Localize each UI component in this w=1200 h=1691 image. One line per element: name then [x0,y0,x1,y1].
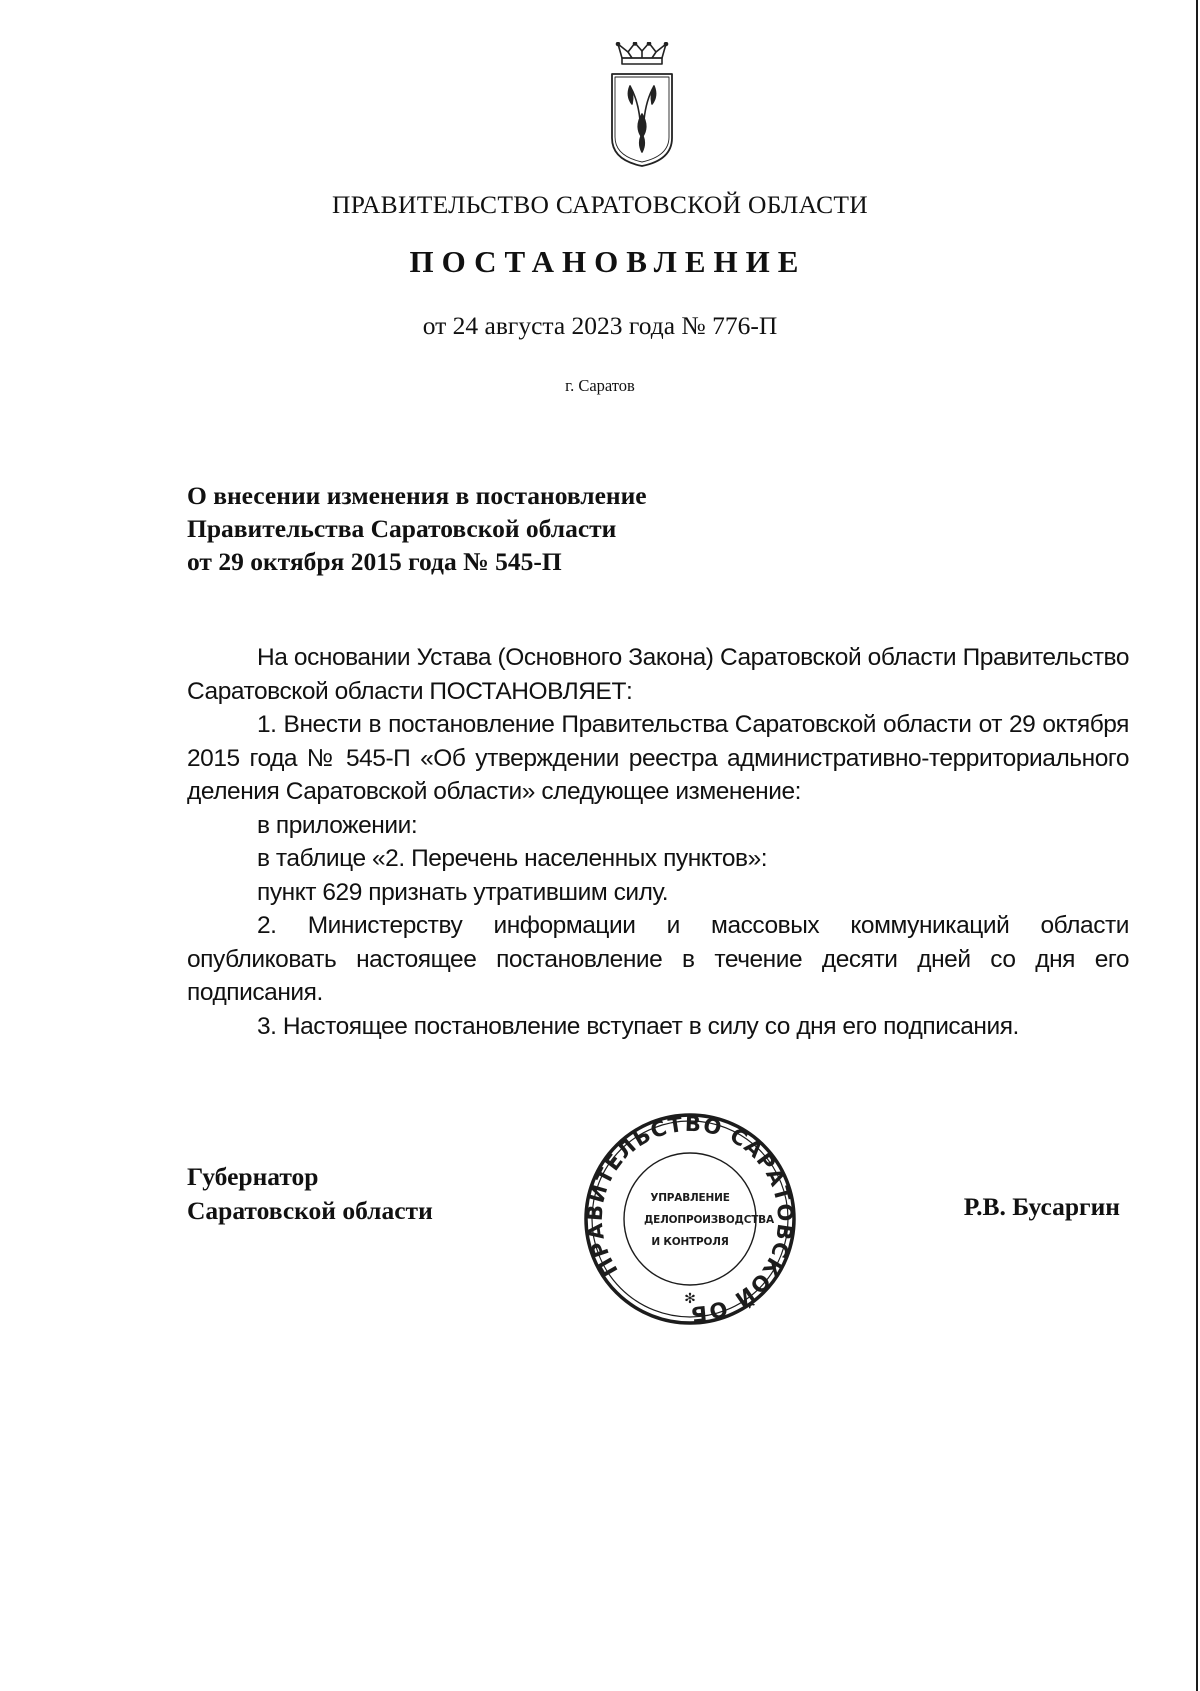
official-seal [582,1111,798,1327]
document-body [187,641,1129,1043]
seal-inner-text [644,1187,774,1253]
preamble-paragraph: На основании Устава (Основного Закона) Саратовской области Правительство Саратовской области ПОСТАНОВЛЯЕТ: [187,644,1129,705]
seal-inner-line: И КОНТРОЛЯ [651,1236,729,1248]
seal-inner-line: УПРАВЛЕНИЕ [650,1192,730,1204]
seal-inner-line: ДЕЛОПРОИЗВОДСТВА [644,1214,774,1226]
signatory-position [187,1160,433,1228]
document-date-number: от 24 августа 2023 года № 776-П [422,311,778,340]
item-1-paragraph: 1. Внести в постановление Правительства Саратовской области от 29 октября 2015 года № 545-П «Об утверждении реестра административно-территориального деления Саратовской области» следующее изменение: [187,711,1129,805]
document-city: г. Саратов [565,376,635,395]
item-1-subline: в приложении: [257,811,418,839]
signatory-name: Р.В. Бусаргин [963,1192,1120,1221]
position-line: Губернатор [187,1162,319,1191]
item-2-paragraph: 2. Министерству информации и массовых коммуникаций области опубликовать настоящее постановление в течение десяти дней со дня его подписания. [187,912,1129,1006]
subject-line: от 29 октября 2015 года № 545-П [187,547,562,576]
item-3-paragraph: 3. Настоящее постановление вступает в силу со дня его подписания. [257,1012,1019,1040]
coat-of-arms-icon [608,42,676,168]
subject-line: О внесении изменения в постановление [187,481,647,510]
svg-text:✻: ✻ [684,1291,696,1307]
organization-title: ПРАВИТЕЛЬСТВО САРАТОВСКОЙ ОБЛАСТИ [332,190,868,219]
seal-outer-text: ПРАВИТЕЛЬСТВО САРАТОВСКОЙ ОБ [582,1111,798,1327]
subject-line: Правительства Саратовской области [187,514,617,543]
document-subject [187,479,787,578]
item-1-subline: в таблице «2. Перечень населенных пунктов»: [257,845,768,872]
document-type-title: ПОСТАНОВЛЕНИЕ [409,244,807,279]
item-1-subline: пункт 629 признать утратившим силу. [257,878,669,906]
position-line: Саратовской области [187,1196,433,1225]
